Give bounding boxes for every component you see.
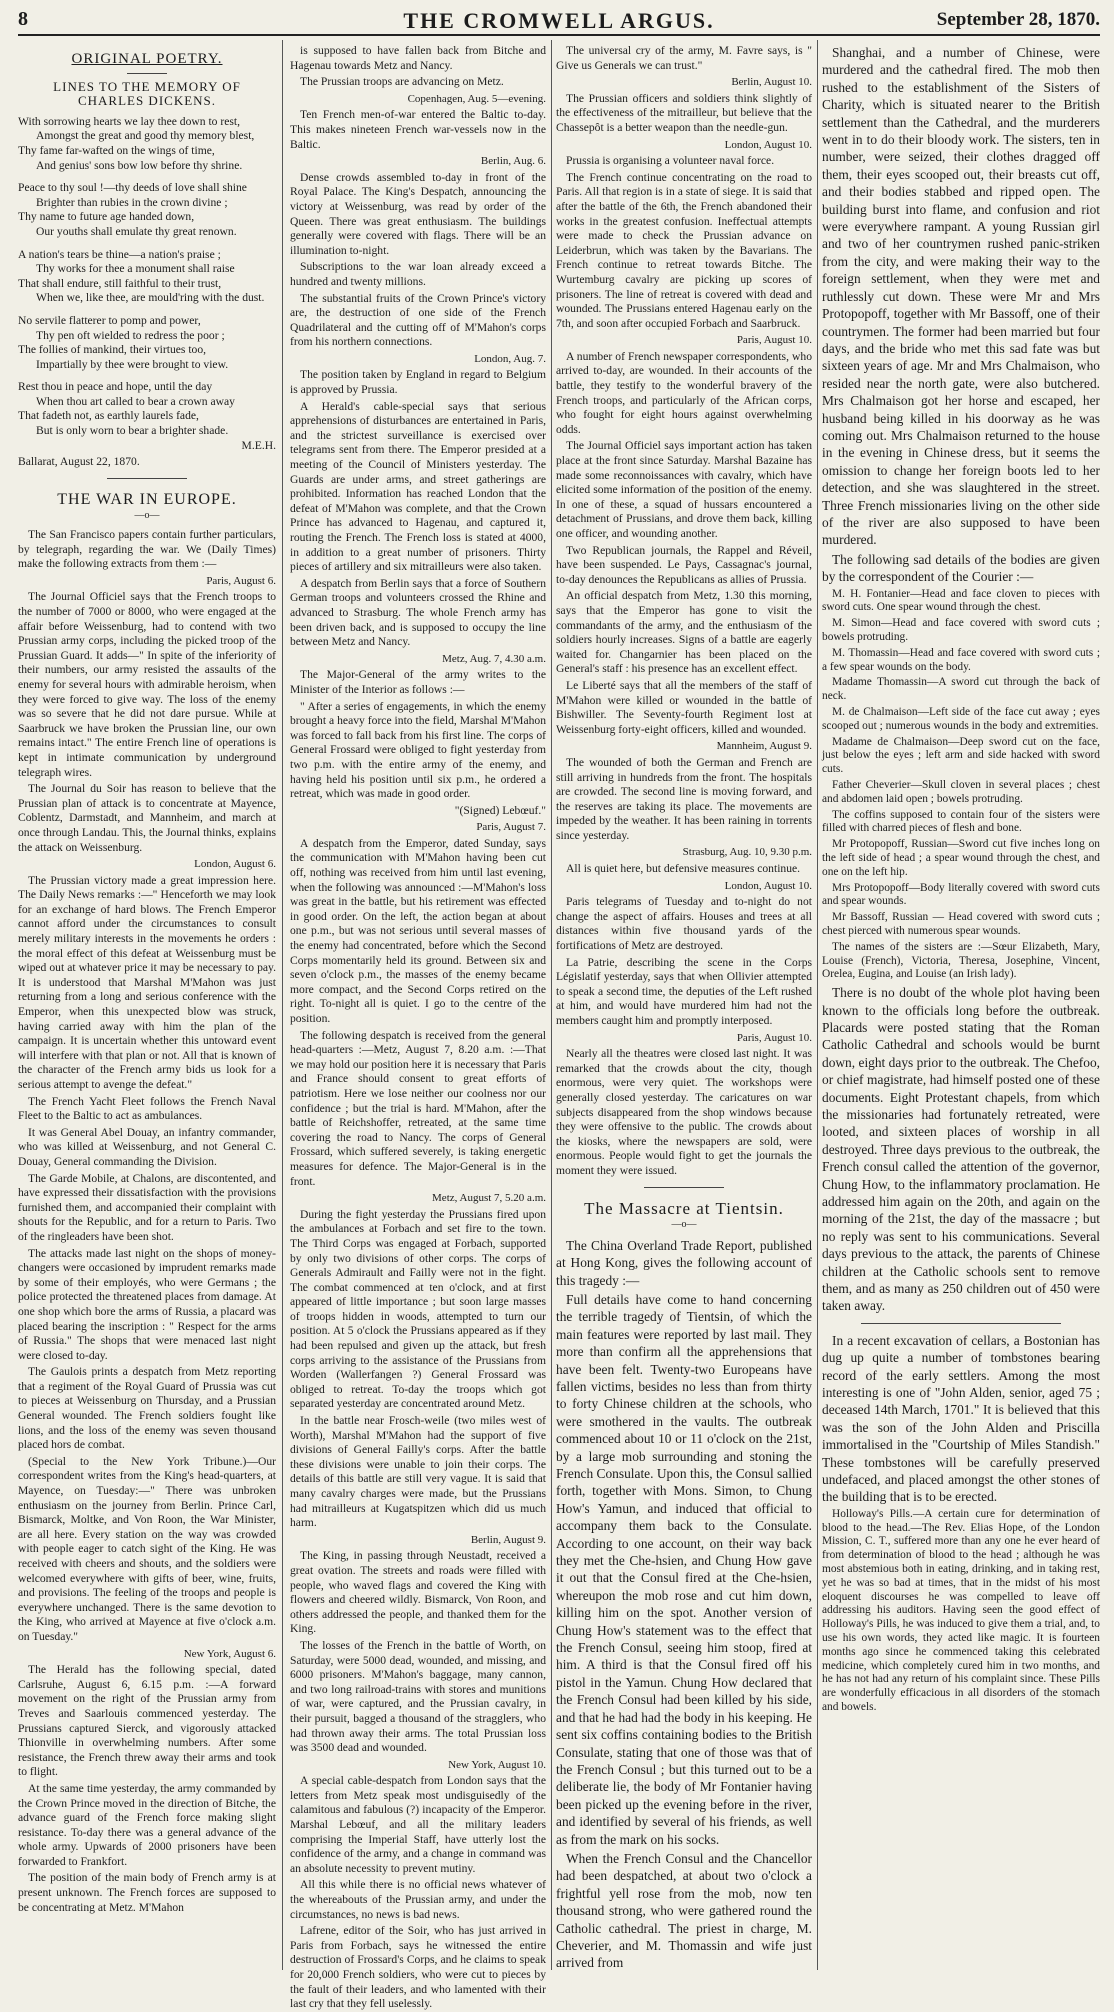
poem-title: LINES TO THE MEMORY OF CHARLES DICKENS. bbox=[53, 78, 241, 109]
dateline: Paris, August 7. bbox=[476, 821, 546, 834]
article-paragraph: The Major-General of the army writes to the Minister of the Interior as follows :— bbox=[290, 668, 546, 696]
article-paragraph: The San Francisco papers contain further particulars, by telegraph, regarding the war. We (Daily Times) make the following extracts from them :— bbox=[18, 528, 276, 571]
victim-detail: M. de Chalmaison—Left side of the face cut away ; eyes scooped out ; numerous wounds in the body and extremities. bbox=[822, 705, 1100, 732]
article-paragraph: The Journal Officiel says important action has taken place at the front since Saturday. Marshal Bazaine has made some reconnoissances with cavalry, which have elicited some information of the position of the enemy. In one of these, a squad of hussars encountered a detachment of Prussians, and drove them back, killing one officer, and wounding another. bbox=[556, 439, 812, 540]
article-paragraph: Paris telegrams of Tuesday and to-night do not change the aspect of affairs. Houses and trees at all distances within five thousand yards of the fortifications of Metz are destroyed. bbox=[556, 895, 812, 953]
article-paragraph: The Journal Officiel says that the French troops to the number of 7000 or 8000, who were engaged at the affair before Weissenburg, had to contend with two Prussian army corps, including the picked troop of the Prussian Guard. It adds—" In spite of the inferiority of their numbers, our army resisted the assaults of the enemy for several hours with admirable heroism, when they were forced to give way. The loss of the enemy was so severe that he did not dare pursue. While at Saarbruck we have broken the Prussian line, our own remains intact." The entire French line of operations is kept in intimate communication by underground telegraph wires. bbox=[18, 590, 276, 779]
poem-line: And genius' sons bow low before thy shrine. bbox=[36, 158, 243, 172]
article-paragraph: It was General Abel Douay, an infantry commander, who was killed at Weissenburg, and not General C. Douay, General commanding the Division. bbox=[18, 1125, 276, 1168]
article-paragraph: The China Overland Trade Report, published at Hong Kong, gives the following account of this tragedy :— bbox=[556, 1237, 812, 1288]
stanza-break bbox=[18, 240, 276, 248]
article-paragraph: The wounded of both the German and French are still arriving in hundreds from the front. The hospitals are crowded. The second line is moving forward, and the reserves are taking its place. The movements are impeded by the weather. It has been raining in torrents since yesterday. bbox=[556, 755, 812, 842]
article-paragraph: Dense crowds assembled to-day in front of the Royal Palace. The King's Despatch, announcing the victory at Weissenburg, was read by order of the Queen. There was great enthusiasm. The buildings generally were covered with flags. There will be an illumination to-night. bbox=[290, 170, 546, 257]
article-paragraph: The Garde Mobile, at Chalons, are discontented, and have expressed their dissatisfaction with the provisions furnished them, and accompanied their complaint with shouts for the Republic, and for a return to Paris. Two of the ringleaders have been shot. bbox=[18, 1171, 276, 1243]
victim-details-list bbox=[822, 588, 1100, 983]
poem-line: When we, like thee, are mould'ring with the dust. bbox=[36, 291, 265, 305]
advertisement: Holloway's Pills.—A certain cure for determination of blood to the head.—The Rev. Elias Hope, of the London Mission, C. T., suffered more than any one he ever heard of from determination of blood to the head ; although he was most abstemious both in eating, drinking, and in taking rest, yet he was so bad at times, that in the midst of his most eloquent discourses he was compelled to leave off addressing his auditors. Having seen the good effect of Holloway's Pills, he was induced to give them a trial, and, to use his own words, they acted like magic. It is fourteen months ago since he commenced taking this celebrated medicine, which completely cured him in two months, and he has not had any return of his complaint since. These Pills are wonderfully efficacious in all disorders of the stomach and bowels. bbox=[822, 1507, 1100, 1714]
poem-line: Impartially by thee were brought to view. bbox=[36, 357, 229, 371]
poem-line: Brighter than rubies in the crown divine ; bbox=[36, 195, 228, 209]
divider bbox=[861, 1323, 1061, 1324]
article-paragraph: All is quiet here, but defensive measures continue. bbox=[566, 862, 801, 876]
dateline: Berlin, August 9. bbox=[470, 1533, 546, 1546]
dateline: Copenhagen, Aug. 5—evening. bbox=[407, 92, 546, 105]
victim-detail: Mr Protopopoff, Russian—Sword cut five inches long on the left side of head ; a spear wound through the chest, and one on the left hip. bbox=[822, 838, 1100, 878]
article-paragraph: The Herald has the following special, dated Carlsruhe, August 6, 6.15 p.m. :—A forward movement on the right of the Prussian army from Treves and Saarlouis commenced yesterday. The Prussians captured Sierck, and vigorously attacked Thionville in overwhelming numbers. After some resistance, the French threw away their arms and took to flight. bbox=[18, 1663, 276, 1779]
victim-detail: Father Cheverier—Skull cloven in several places ; chest and abdomen laid open ; bowels protruding. bbox=[822, 778, 1100, 805]
article-paragraph: The Journal du Soir has reason to believe that the Prussian plan of attack is to concentrate at Mayence, Coblentz, Darmstadt, and Mannheim, and march at once through Landau. This, the Journal thinks, explains the attack on Weissenburg. bbox=[18, 782, 276, 854]
issue-date: September 28, 1870. bbox=[936, 9, 1100, 30]
article-paragraph: A special cable-despatch from London says that the letters from Metz speak most undisguisedly of the calamitous and fabulous (?) incapacity of the Emperor. Marshal Lebœuf, and all the military leaders comprising the Imperial Staff, have utterly lost the confidence of the army, and a change in command was an absolute necessity to prevent mutiny. bbox=[290, 1774, 546, 1875]
divider bbox=[644, 1187, 724, 1188]
article-paragraph: The attacks made last night on the shops of money-changers were occasioned by imprudent remarks made by some of their employés, who were Germans ; the police protected the threatened places from damage. At one shop which bore the arms of Russia, a placard was placed bearing the inscription : " Respect for the arms of Russia." The shops that were menaced last night were closed to-day. bbox=[18, 1246, 276, 1362]
victim-detail: The names of the sisters are :—Sœur Elizabeth, Mary, Louise (French), Victoria, Theresa, Josephine, Vincent, Orelea, Eugina, and Louise (an Irish lady). bbox=[822, 940, 1100, 981]
victim-detail: Madame Thomassin—A sword cut through the back of neck. bbox=[822, 676, 1100, 703]
article-paragraph: Prussia is organising a volunteer naval force. bbox=[566, 154, 775, 168]
poem-line: But is only worn to bear a brighter shade. bbox=[36, 424, 229, 438]
poem-line: Amongst the great and good thy memory blest, bbox=[36, 129, 255, 143]
signature: "(Signed) Lebœuf." bbox=[454, 803, 546, 817]
column-rule bbox=[282, 40, 283, 1970]
article-paragraph: At the same time yesterday, the army commanded by the Crown Prince moved in the direction of Bitche, the advance guard of the French force making slight resistance. To-day there was a general advance of the whole army. Upwards of 2000 prisoners have been forwarded to Frankfort. bbox=[18, 1781, 276, 1868]
article-paragraph: The Prussian victory made a great impression here. The Daily News remarks :—" Henceforth we may look for an exchange of hard blows. The French Emperor cannot afford under the circumstances to consult merely military interests in the movements he orders : the moral effect of this defeat at Weissenburg must be wiped out at whatever price it may be necessary to pay. It is understood that Marshal M'Mahon was just returning from a long and serious conference with the Emperor, when this unexpected blow was struck, having carried away with him the plan of the campaign. It is uncertain whether this untoward event will interfere with that plan or not. All that is known of the character of the French army bids us look for a serious attempt to avenge the defeat." bbox=[18, 873, 276, 1091]
column-4 bbox=[822, 44, 1100, 1969]
article-paragraph: The French continue concentrating on the road to Paris. All that region is in a state of siege. It is said that after the battle of the 6th, the French abandoned their works in the greatest confusion. Ineffectual attempts were made to check the Prussian advance on Leiderbrun, which was taken by the Bavarians. The French continue to retreat towards Bitche. The Wurtemburg cavalry are picking up scores of prisoners. The line of retreat is covered with dead and wounded. The Prussians entered Hagenau early on the 7th, and soon after occupied Forbach and Saarbruck. bbox=[556, 170, 812, 330]
poem-line: A nation's tears be thine—a nation's praise ; bbox=[18, 247, 221, 261]
article-paragraph: (Special to the New York Tribune.)—Our correspondent writes from the King's head-quarters, at Mayence, on Tuesday:—" There was unbroken enthusiasm on the journey from Berlin. Prince Carl, Bismarck, Moltke, and Von Roon, the War Minister, are all here. Every station on the way was crowded with people eager to catch sight of the King. He was received with cheers and shouts, and the soldiers were welcomed everywhere with gifts of beer, wine, fruits, and provisions. The feeling of the troops and people is everywhere unchanged. There is the same devotion to the King, who arrived at Mayence at five o'clock a.m. on Tuesday." bbox=[18, 1454, 276, 1643]
poem-line: The follies of mankind, their virtues too, bbox=[18, 343, 207, 357]
victim-detail: M. Thomassin—Head and face covered with sword cuts ; a few spear wounds on the body. bbox=[822, 646, 1100, 673]
article-paragraph: The universal cry of the army, M. Favre says, is " Give us Generals we can trust." bbox=[556, 44, 812, 72]
poem-line: That fadeth not, as earthly laurels fade, bbox=[18, 409, 199, 423]
article-paragraph: A Herald's cable-special says that serious apprehensions of disturbances are entertained in Paris, and the strictest surveillance is exercised over telegrams sent from there. The Emperor presided at a meeting of the Council of Ministers yesterday. The Guards are under arms, and street gatherings are prohibited. Information has reached London that the defeat of M'Mahon was complete, and that the Crown Prince has advanced to Hagenau, and captured it, routing the French. The French loss is stated at 4000, in addition to a great number of prisoners. Thirty pieces of artillery and six mitrailleurs were also taken. bbox=[290, 399, 546, 574]
masthead bbox=[18, 6, 1100, 36]
column-rule bbox=[817, 40, 818, 1970]
newspaper-title: THE CROMWELL ARGUS. bbox=[403, 8, 715, 33]
page-number: 8 bbox=[18, 8, 28, 30]
poem-line: Thy pen oft wielded to redress the poor ; bbox=[36, 328, 225, 342]
article-paragraph: The Gaulois prints a despatch from Metz reporting that a regiment of the Royal Guard of Prussia was cut to pieces at Weissenburg on Thursday, and a Prussian General wounded. The French soldiers fought like lions, and the loss of the enemy was seven thousand placed hors de combat. bbox=[18, 1365, 276, 1452]
dateline: Berlin, Aug. 6. bbox=[480, 155, 546, 168]
poem-line: When thou art called to bear a crown away bbox=[36, 394, 235, 408]
article-paragraph: A number of French newspaper correspondents, who arrived to-day, are wounded. In their accounts of the battle, they testify to the wonderful bravery of the French troops, and particularly of the African corps, who fought for eight hours against overwhelming odds. bbox=[556, 349, 812, 436]
poem-signature: M.E.H. bbox=[241, 438, 276, 452]
dateline: London, August 6. bbox=[194, 858, 276, 871]
article-paragraph: Nearly all the theatres were closed last night. It was remarked that the crowds about the city, though enormous, were very quiet. The workshops were generally closed yesterday. The caricatures on war subjects disappeared from the shop windows because they were offensive to the public. The crowds about the kiosks, where the newspapers are sold, were enormous. People would fight to get the journals the moment they were issued. bbox=[556, 1047, 812, 1177]
section-heading-war: THE WAR IN EUROPE. bbox=[57, 490, 237, 508]
article-paragraph: Le Liberté says that all the members of the staff of M'Mahon were killed or wounded in the battle of Bishwiller. The Seventy-fourth Regiment lost at Weissenburg forty-eight officers, killed and wounded. bbox=[556, 678, 812, 736]
poem bbox=[18, 115, 276, 439]
article-paragraph: The losses of the French in the battle of Worth, on Saturday, were 5000 dead, wounded, and missing, and 6000 prisoners. M'Mahon's baggage, many cannon, and two long railroad-trains with stores and munitions of war, were captured, and the Prussian cavalry, in their pursuit, bagged a thousand of the stragglers, who had thrown away their arms. The total Prussian loss was 3500 dead and wounded. bbox=[290, 1638, 546, 1755]
poem-line: That shall endure, still faithful to their trust, bbox=[18, 276, 222, 290]
divider: —o— bbox=[671, 1219, 697, 1231]
dateline: Paris, August 10. bbox=[736, 1031, 812, 1044]
article-paragraph: The Prussian officers and soldiers think slightly of the effectiveness of the mitrailleur, but believe that the Chassepôt is a better weapon than the needle-gun. bbox=[556, 91, 812, 134]
section-heading-poetry: ORIGINAL POETRY. bbox=[71, 51, 223, 67]
dateline: New York, August 6. bbox=[183, 1647, 276, 1660]
article-paragraph: The position of the main body of French army is at present unknown. The French forces are supposed to be concentrating at Metz. M'Mahon bbox=[18, 1871, 276, 1914]
dateline: Strasburg, Aug. 10, 9.30 p.m. bbox=[682, 846, 812, 859]
victim-detail: Mrs Protopopoff—Body literally covered with sword cuts and spear wounds. bbox=[822, 881, 1100, 908]
column-rule bbox=[551, 40, 552, 1970]
divider bbox=[107, 478, 187, 479]
dateline: New York, August 10. bbox=[448, 1758, 546, 1771]
section-heading-massacre: The Massacre at Tientsin. bbox=[584, 1198, 784, 1218]
article-paragraph: Full details have come to hand concerning the terrible tragedy of Tientsin, of which the main features were reported by last mail. They more than confirm all the apprehensions that have been felt. Twenty-two Europeans have fallen victims, besides no less than from thirty to forty Chinese children at the schools, who were smothered in the vaults. The outbreak commenced about 10 or 11 o'clock on the 21st, by a large mob surrounding and stoning the French Consulate. Upon this, the Consul sallied forth, together with Mons. Simon, to Chung How's Yamun, and induced that official to accompany them back to the Consulate. According to one account, on their way back they met the Che-hsien, and Chung How gave it out that the Consul fired at the Che-hsien, whereupon the mob rose and cut him down, killing him on the spot. Another version of Chung How's statement was to the effect that the French Consul, seeing him stoop, fired at him. A third is that the Consul fired off his pistol in the Yamun. Chung How declared that the French Consul had been killed by his side, and that he had had the body in his keeping. He sent six coffins containing bodies to the British Consulate, stating that one of those was that of the French Consul ; but this turned out to be a deliberate lie, the body of Mr Fontanier having been picked up the evening before in the river, and identified by several of his friends, as well as from the mark on his socks. bbox=[556, 1291, 812, 1847]
article-paragraph: An official despatch from Metz, 1.30 this morning, says that the Emperor has gone to visit the commandants of the army, and the enthusiasm of the soldiers hourly increases. Signs of a battle are eagerly waited for. Changarnier has been placed on the General's staff : his presence has an excellent effect. bbox=[556, 589, 812, 676]
article-paragraph: The French Yacht Fleet follows the French Naval Fleet to the Baltic to act as ambulances. bbox=[18, 1094, 276, 1123]
article-paragraph: During the fight yesterday the Prussians fired upon the ambulances at Forbach and set fire to the town. The Third Corps was engaged at Forbach, supported by only two divisions of other corps. The corps of Generals Admirault and Failly were not in the fight. The combat commenced at ten o'clock, and at first appeared of little importance ; but soon large masses of troops hidden in woods, attempted to turn our position. At 5 o'clock the Prussians appeared as if they had been repulsed and given up the attack, but fresh corps arriving to the assistance of the Prussians from Worden (Wallerfangen ?) General Frossard was obliged to retreat. To-day the troops which got separated yesterday are concentrated around Metz. bbox=[290, 1207, 546, 1411]
column-2 bbox=[290, 44, 546, 2011]
article-paragraph: A despatch from the Emperor, dated Sunday, says the communication with M'Mahon having been cut off, nothing was received from him until last evening, when the following was announced :—M'Mahon's loss was great in the battle, but his retirement was effected in good order. On the left, the action began at about one p.m., but was not serious until several masses of the enemy had concentrated, before which the Second Corps momentarily held its ground. Between six and seven o'clock p.m., the masses of the enemy became more compact, and the Second Corps retired on the right. To-night all is quiet. I go to the centre of the position. bbox=[290, 836, 546, 1025]
article-paragraph: When the French Consul and the Chancellor had been despatched, at about two o'clock a frightful yell rose from the mob, now ten thousand strong, who were gathered round the Catholic cathedral. The priest in charge, M. Cheverier, and M. Thomassin and wife just arrived from bbox=[556, 1850, 812, 1971]
article-paragraph: Subscriptions to the war loan already exceed a hundred and twenty millions. bbox=[290, 260, 546, 288]
dateline: Berlin, August 10. bbox=[731, 76, 812, 89]
article-paragraph: The position taken by England in regard to Belgium is approved by Prussia. bbox=[290, 368, 546, 397]
victim-detail: M. Simon—Head and face covered with sword cuts ; bowels protruding. bbox=[822, 617, 1100, 643]
dateline: London, August 10. bbox=[724, 879, 812, 892]
article-paragraph: There is no doubt of the whole plot having been known to the officials long before the outbreak. Placards were posted stating that the Roman Catholic Cathedral and schools would be burnt down, eight days prior to the outbreak. The Chefoo, or chief magistrate, had himself posted one of these documents. Eight Protestant chapels, from which the missionaries had fortunately retreated, were looted, and sixteen places of worship in all destroyed. Three days previous to the outbreak, the French consul called the attention of the governor, Chung How, to the inflammatory proclamation. He addressed him again on the 20th, and again on the morning of the 21st, the day of the massacre ; but no reply was sent to his communications. Several days previous to the attack, the parents of Chinese children at the Catholic schools sent to remove them, and as many as 250 children out of 450 were taken away. bbox=[822, 985, 1100, 1314]
poem-line: Thy fame far-wafted on the wings of time, bbox=[18, 143, 215, 157]
stanza-break bbox=[18, 306, 276, 314]
article-paragraph: " After a series of engagements, in which the enemy brought a heavy force into the field, Marshal M'Mahon was forced to fall back from his first line. The corps of General Frossard were obliged to fight yesterday from two p.m. with the entire army of the enemy, and having held his position until six p.m., he ordered a retreat, which was made in good order. bbox=[290, 699, 546, 801]
poem-line: Thy name to future age handed down, bbox=[18, 210, 195, 224]
article-paragraph: All this while there is no official news whatever of the whereabouts of the Prussian army, and under the circumstances, no news is bad news. bbox=[290, 1878, 546, 1921]
poem-line: Thy works for thee a monument shall raise bbox=[36, 262, 235, 276]
dateline: Metz, August 7, 5.20 a.m. bbox=[432, 1192, 546, 1205]
article-paragraph: The following despatch is received from the general head-quarters :—Metz, August 7, 8.20 a.m. :—That we may hold our position here it is necessary that Paris and France should consent to great efforts of patriotism. Here we lose neither our coolness nor our confidence ; but the trial is hard. M'Mahon, after the battle of Reichshoffer, retreated, at the same time covering the road to Nancy. The corps of General Frossard, which suffered severely, is taking energetic measures for defence. The Major-General is in the front. bbox=[290, 1028, 546, 1188]
victim-detail: The coffins supposed to contain four of the sisters were filled with charred pieces of flesh and bone. bbox=[822, 808, 1100, 835]
divider bbox=[127, 73, 167, 74]
poem-place: Ballarat, August 22, 1870. bbox=[18, 455, 140, 469]
article-paragraph: The King, in passing through Neustadt, received a great ovation. The streets and roads were filled with people, who waved flags and covered the King with flowers and cheered wildly. Bismarck, Von Roon, and others addressed the people, and thanked them for the King. bbox=[290, 1549, 546, 1636]
stanza-break bbox=[18, 173, 276, 181]
poem-line: No servile flatterer to pomp and power, bbox=[18, 313, 201, 327]
article-paragraph: The following sad details of the bodies are given by the correspondent of the Courier :— bbox=[822, 551, 1100, 585]
article-paragraph: is supposed to have fallen back from Bitche and Hagenau towards Metz and Nancy. bbox=[290, 44, 546, 72]
dateline: Paris, August 6. bbox=[206, 574, 276, 587]
article-paragraph: In the battle near Frosch-weile (two miles west of Worth), Marshal M'Mahon had the support of five divisions of General Failly's corps. After the battle these divisions were unable to join their corps. The details of this battle are still very vague. It is said that many cavalry charges were made, but the Prussians had mitrailleurs at Kugatspitzen which did us much harm. bbox=[290, 1414, 546, 1530]
article-paragraph: A despatch from Berlin says that a force of Southern German troops and volunteers crossed the Rhine and advanced to Strasburg. The whole French army has been driven back, and is supposed to occupy the line between Metz and Nancy. bbox=[290, 576, 546, 649]
dateline: Paris, August 10. bbox=[736, 334, 812, 347]
divider: —o— bbox=[134, 510, 160, 522]
column-3 bbox=[556, 44, 812, 1969]
article-paragraph: The substantial fruits of the Crown Prince's victory are, the destruction of one side of the French Quadrilateral and the cutting off of M'Mahon's corps from his northern connections. bbox=[290, 291, 546, 349]
article-paragraph: La Patrie, describing the scene in the Corps Législatif yesterday, says that when Ollivier attempted to speak a second time, the deputies of the Left rushed at him, and would have murdered him had not the members caught him and promptly interposed. bbox=[556, 955, 812, 1027]
article-paragraph: Shanghai, and a number of Chinese, were murdered and the cathedral fired. The mob then rushed to the establishment of the Sisters of Charity, which is situated nearer to the British settlement than the Cathedral, and the murderers went in to do their bloody work. The sisters, ten in number, were seized, their clothes dragged off them, their eyes scooped out, their breasts cut off, and their bodies stabbed and ripped open. The building burst into flame, and confusion and riot were everywhere rampant. A young Russian girl and two of her countrymen rushed panic-striken from the city, and were making their way to the foreign settlement, when they were met and ruthlessly cut down. These were Mr and Mrs Protopopoff, together with Mr Bassoff, one of their countrymen. The former had been married but four days, and the bride who met this sad fate was but sixteen years of age. Mr and Mrs Chalmaison, who resided near the north gate, were also butchered. Mrs Chalmaison got her horse and escaped, her husband being killed in his doorway as he was coming out. Mrs Chalmaison returned to the house in the evening in Chinese dress, but it seems the omission to change her foreign boots led to her detection, and she was slaughtered in the street. Three French missionaries living on the other side of the river are also supposed to have been murdered. bbox=[822, 45, 1100, 548]
dateline: Mannheim, August 9. bbox=[716, 740, 812, 753]
article-paragraph: The Prussian troops are advancing on Metz. bbox=[300, 75, 504, 89]
poem-line: With sorrowing hearts we lay thee down to rest, bbox=[18, 114, 241, 128]
poem-line: Our youths shall emulate thy great renown. bbox=[36, 224, 237, 238]
article-paragraph: Two Republican journals, the Rappel and Réveil, have been suspended. Le Pays, Cassagnac's journal, to-day denounces the Republicans as allies of Prussia. bbox=[556, 543, 812, 586]
poem-line: Peace to thy soul !—thy deeds of love shall shine bbox=[18, 181, 247, 195]
victim-detail: Mr Bassoff, Russian — Head covered with sword cuts ; chest pierced with numerous spear wounds. bbox=[822, 911, 1100, 937]
article-paragraph: Ten French men-of-war entered the Baltic to-day. This makes nineteen French war-vessels now in the Baltic. bbox=[290, 108, 546, 151]
victim-detail: M. H. Fontanier—Head and face cloven to pieces with sword cuts. One spear wound through the chest. bbox=[822, 587, 1100, 614]
dateline: London, August 10. bbox=[724, 138, 812, 151]
dateline: Metz, Aug. 7, 4.30 a.m. bbox=[442, 652, 546, 665]
poem-line: Rest thou in peace and hope, until the day bbox=[18, 380, 213, 394]
stanza-break bbox=[18, 372, 276, 380]
dateline: London, Aug. 7. bbox=[474, 352, 546, 365]
article-paragraph: In a recent excavation of cellars, a Bostonian has dug up quite a number of tombstones bearing record of the early settlers. Among the most interesting is one of "John Alden, senior, aged 75 ; deceased 14th March, 1701." It is believed that this was the son of the John Alden and Priscilla immortalised in the "Courtship of Miles Standish." These tombstones will be carefully preserved undefaced, and placed amongst the other stones of the building that is to be erected. bbox=[822, 1332, 1100, 1505]
article-paragraph: Lafrene, editor of the Soir, who has just arrived in Paris from Forbach, says he witnessed the entire destruction of Frossard's Corps, and he claims to speak for 20,000 French soldiers, who were cut to pieces by the fault of their leaders, and who lamented with their last cry that they fell uselessly. bbox=[290, 1924, 546, 2011]
victim-detail: Madame de Chalmaison—Deep sword cut on the face, just below the eyes ; left arm and side hacked with sword cuts. bbox=[822, 735, 1100, 776]
column-1 bbox=[18, 44, 276, 1969]
